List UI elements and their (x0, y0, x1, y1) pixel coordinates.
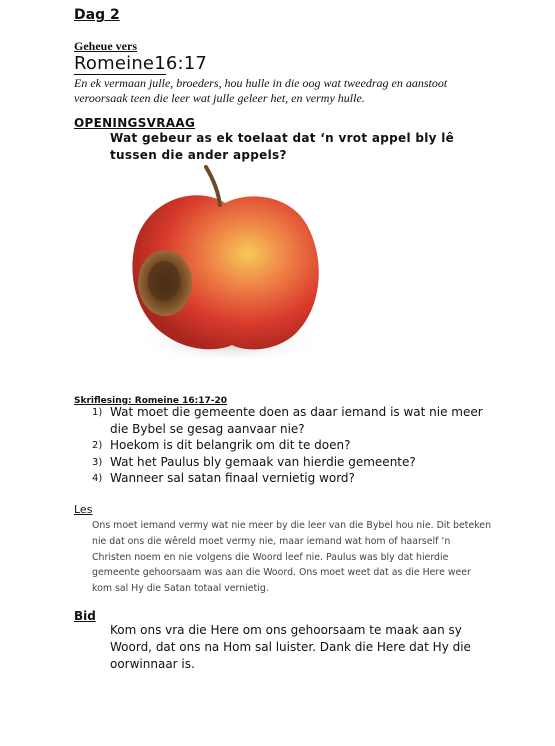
question-list (74, 404, 494, 487)
memory-verse-heading: Geheue vers (74, 39, 137, 53)
prayer-heading: Bid (74, 609, 96, 623)
list-item (74, 470, 494, 487)
list-item (74, 404, 494, 437)
reference-underline (74, 74, 166, 75)
question-number: 4) (92, 473, 103, 484)
question-text: Wat het Paulus bly gemaak van hierdie gemeente? (110, 454, 416, 469)
question-text: Hoekom is dit belangrik om dit te doen? (110, 438, 351, 452)
lesson-heading: Les (74, 503, 93, 516)
opening-question-heading: OPENINGSVRAAG (74, 116, 196, 130)
list-item (74, 454, 494, 471)
prayer-text: Kom ons vra die Here om ons gehoorsaam te maak aan sy Woord, dat ons na Hom sal luister. Dank die Here dat Hy die oorwinnaar is. (110, 623, 471, 671)
memory-verse-reference: Romeine16:17 (74, 53, 208, 74)
question-text: Wanneer sal satan finaal vernietig word? (110, 471, 355, 485)
lesson-text: Ons moet iemand vermy wat nie meer by die leer van die Bybel hou nie. Dit beteken nie dat ons die wêreld moet vermy nie, maar iemand wat hom of haarself ‘n Christen noem en nie volgens die Woord leef nie. Paulus was bly dat hierdie gemeente gehoorsaam was aan die Woord. Ons moet weet dat as die Here weer kom sal Hy die Satan totaal vernietig. (92, 520, 492, 595)
list-item (74, 437, 494, 454)
question-number: 3) (92, 456, 103, 468)
opening-question-text: Wat gebeur as ek toelaat dat ‘n vrot appel bly lê tussen die ander appels? (110, 131, 455, 162)
rotten-apple-image (120, 165, 330, 375)
question-number: 2) (92, 440, 103, 451)
memory-verse-text: En ek vermaan julle, broeders, hou hulle in die oog wat tweedrag en aanstoot veroorsaak teen die leer wat julle geleer het, en vermy hulle. (74, 76, 448, 105)
question-text: Wat moet die gemeente doen as daar iemand is wat nie meer die Bybel se gesag aanvaar nie? (110, 405, 483, 436)
question-number: 1) (92, 407, 103, 418)
day-title: Dag 2 (74, 7, 120, 23)
scripture-reading-heading: Skriflesing: Romeine 16:17-20 (74, 396, 228, 406)
